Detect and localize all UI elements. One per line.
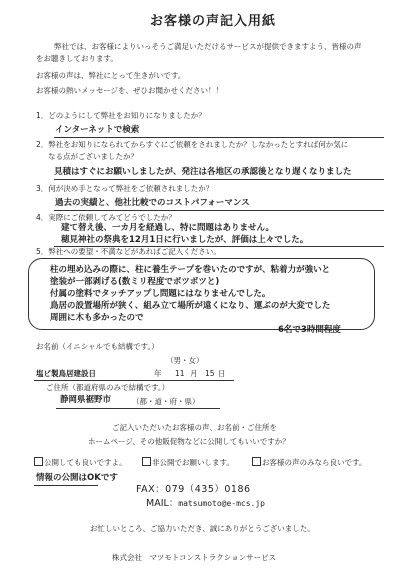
fax-number: FAX：079（435）0186	[136, 484, 251, 495]
checkbox-icon	[142, 457, 151, 466]
name-label: お名前（イニシャルでも結構です。）	[36, 342, 159, 351]
question-1: 1．どのようにして弊社をお知りになりましたか？	[36, 111, 206, 120]
answer-2-underline	[54, 179, 384, 180]
closing-message: お忙しいところ、ご協力いただき、誠にありがとうございました。	[90, 524, 315, 533]
address-suffix: （都・道・府・県）	[132, 397, 200, 406]
mail-address[interactable]: matsumoto@e-mcs.jp	[178, 499, 265, 508]
option-voice-only[interactable]	[252, 457, 366, 468]
date-day-unit: 日	[218, 369, 226, 378]
option-private-label: 非公開でお願いします。	[152, 458, 234, 467]
name-value: 塩ビ製鳥居建設日	[36, 369, 96, 378]
intro-line-4: お客様の熱いメッセージを、ぜひお聞かせください！！	[36, 86, 224, 95]
box-line-5: 周囲に木も多かったので	[50, 313, 144, 323]
box-note: 6名で3時間程度	[278, 325, 341, 335]
answer-4-line-1: 建て替え後、一カ月を経過し、特に問題はありません。	[61, 223, 275, 233]
form-title: お客様の声記入用紙	[150, 14, 277, 29]
option-voice-only-label: お客様の声のみなら良いです。	[262, 458, 367, 467]
box-line-3: 付属の塗料でタッチアップし問題にはなりませんでした。	[50, 289, 271, 299]
address-label: ご住所（都道府県のみで結構です。）	[46, 383, 170, 392]
mail-row	[146, 495, 265, 509]
date-underline	[34, 380, 234, 381]
company-name: 株式会社 マツモトコンストラクションサービス	[112, 553, 277, 562]
mail-label: MAIL：	[146, 498, 179, 509]
answer-2: 見積はすぐにお願いしましたが、発注は各地区の承認後となり遅くなりました	[54, 167, 352, 177]
date-month-unit: 月	[190, 369, 198, 378]
question-3: 3．何が決め手となって弊社をご依頼されましたか？	[36, 184, 214, 193]
box-line-4: 鳥居の設置場所が狭く、組み立て場所が遠くになり、運ぶのが大変でした	[50, 301, 331, 311]
publish-question-line-1: ご記入いただいたお客様の声、お名前・ご住所を	[112, 423, 277, 432]
answer-3-underline	[54, 210, 384, 211]
intro-line-1: 弊社では、お客様によりいっそうご満足いただけるサービスが提供できますよう、皆様の声	[54, 42, 362, 51]
gender-field: （男・女）	[166, 356, 204, 365]
answer-3: 過去の実績と、他社比較でのコストパフォーマンス	[55, 198, 250, 208]
option-public-label: 公開しても良いですよ。	[44, 458, 127, 467]
answer-1-underline	[54, 137, 384, 138]
option-private[interactable]	[142, 457, 234, 468]
publish-question-line-2: ホームページ、その他販促物などに公開してもいいですか？	[88, 437, 290, 446]
date-month: 11	[175, 369, 185, 378]
publish-answer: 情報の公開はOKです	[36, 473, 118, 483]
checkbox-icon	[34, 457, 43, 466]
checkbox-icon	[252, 457, 261, 466]
address-underline	[56, 408, 220, 409]
question-5: 5．弊社への要望・不満などがあればご記入ください。	[36, 247, 221, 256]
box-line-1: 柱の埋め込みの際に、柱に養生テープを巻いたのですが、粘着力が強いと	[50, 265, 331, 275]
option-public[interactable]	[34, 457, 127, 468]
answer-4-line-2: 穂見神社の祭典を12月1日に行いましたが、評価は上々でした。	[61, 235, 309, 245]
question-2-line-1: 2．弊社をお知りになられてからすぐにご依頼をされましたか？しなかったとすれば何か気に	[36, 140, 349, 149]
answer-1: インターネットで検索	[55, 125, 140, 135]
date-day: 15	[205, 369, 215, 378]
question-2-line-2: なる点がございましたか？	[48, 152, 138, 161]
intro-line-2: をお聴きしております。	[36, 54, 118, 63]
box-line-2: 塗装が一部剥げる(数ミリ程度でポツポツと)	[50, 277, 220, 287]
intro-line-3: お客様の声は、弊社にとって生きがいです。	[36, 71, 186, 80]
question-4: 4．実際にご依頼してみてどうでしたか？	[36, 213, 176, 222]
address-value: 静岡県裾野市	[60, 395, 112, 405]
date-year-unit: 年	[154, 369, 162, 378]
publish-answer-underline	[34, 485, 98, 486]
